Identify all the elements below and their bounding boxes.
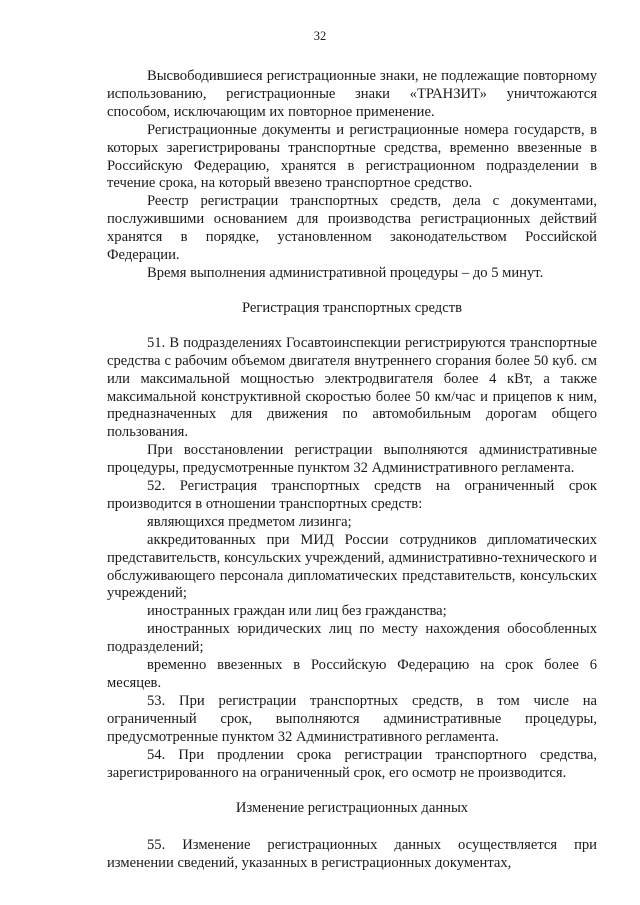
paragraph: 54. При продлении срока регистрации транспортного средства, зарегистрированного на ограниченный срок, его осмотр не производится.	[107, 746, 597, 781]
list-item: являющихся предметом лизинга;	[147, 513, 352, 530]
paragraph: При восстановлении регистрации выполняются административные процедуры, предусмотренные пунктом 32 Административного регламента.	[107, 442, 597, 477]
paragraph: Время выполнения административной процедуры – до 5 минут.	[147, 264, 544, 281]
list-item: иностранных граждан или лиц без гражданства;	[147, 603, 447, 620]
list-item: иностранных юридических лиц по месту нахождения обособленных подразделений;	[107, 621, 597, 656]
paragraph: Регистрационные документы и регистрационные номера государств, в которых зарегистрированы транспортные средства, временно ввезенные в Российскую Федерацию, хранятся в регистрационном подразделении в течение срока, на который ввезено транспортное средство.	[107, 121, 597, 192]
page-number: 32	[313, 29, 327, 43]
paragraph: 52. Регистрация транспортных средств на ограниченный срок производится в отношении транспортных средств:	[107, 478, 597, 512]
paragraph: Реестр регистрации транспортных средств, дела с документами, послужившими основанием для производства регистрационных действий хранятся в порядке, установленном законодательством Российской Федерации.	[107, 193, 597, 264]
list-item: аккредитованных при МИД России сотрудников дипломатических представительств, консульских учреждений, административно-технического и обслуживающего персонала дипломатических представительств, консульских учреждений;	[107, 531, 597, 602]
paragraph: 55. Изменение регистрационных данных осуществляется при изменении сведений, указанных в регистрационных документах,	[107, 837, 597, 872]
paragraph: 53. При регистрации транспортных средств, в том числе на ограниченный срок, выполняются административные процедуры, предусмотренные пунктом 32 Административного регламента.	[107, 692, 597, 745]
section-heading: Изменение регистрационных данных	[235, 800, 469, 817]
paragraph: Высвободившиеся регистрационные знаки, не подлежащие повторному использованию, регистрационные знаки «ТРАНЗИТ» уничтожаются способом, исключающим их повторное применение.	[107, 68, 597, 120]
paragraph: 51. В подразделениях Госавтоинспекции регистрируются транспортные средства с рабочим объемом двигателя внутреннего сгорания более 50 куб. см или максимальной мощностью электродвигателя более 4 кВт, а также максимальной конструктивной скоростью более 50 км/час и прицепов к ним, предназначенных для движения по автомобильным дорогам общего пользования.	[107, 334, 597, 441]
section-heading: Регистрация транспортных средств	[242, 299, 462, 316]
list-item: временно ввезенных в Российскую Федерацию на срок более 6 месяцев.	[107, 657, 597, 691]
document-body	[107, 68, 597, 873]
